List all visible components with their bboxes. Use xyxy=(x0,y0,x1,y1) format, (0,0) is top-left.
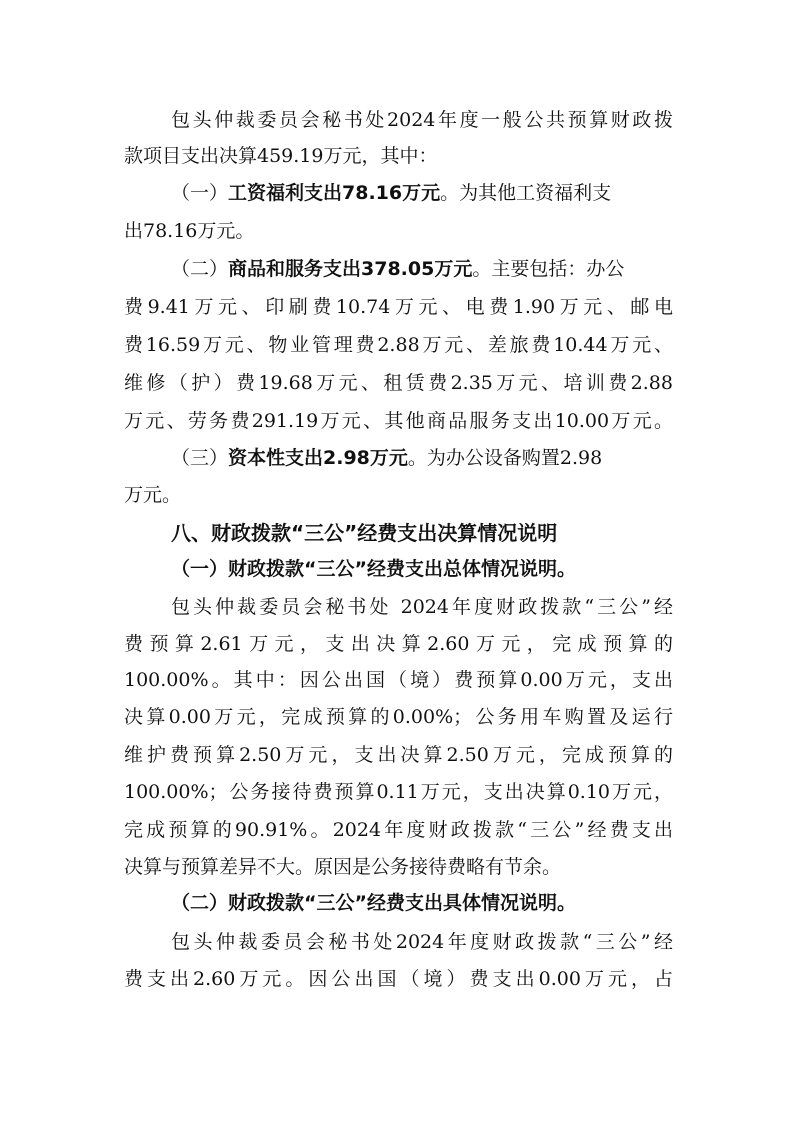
paragraph-line: 完成预算的90.91%。2024年度财政拨款“三公”经费支出 xyxy=(124,819,673,841)
item-text: 。为其他工资福利支 xyxy=(440,182,612,204)
item-prefix: （一） xyxy=(171,182,229,204)
item-prefix: （三） xyxy=(171,447,229,469)
paragraph-line: 维护费预算2.50万元，支出决算2.50万元，完成预算的 xyxy=(124,744,673,766)
paragraph-line xyxy=(171,175,611,211)
paragraph-line: 100.00%。其中：因公出国（境）费预算0.00万元，支出 xyxy=(124,669,673,691)
paragraph-line: 维修（护）费19.68万元、租赁费2.35万元、培训费2.88 xyxy=(124,372,673,394)
paragraph-line: 决算与预算差异不大。原因是公务接待费略有节余。 xyxy=(124,856,562,878)
item-bold-text: 商品和服务支出378.05万元 xyxy=(228,258,473,280)
paragraph-line xyxy=(171,251,624,287)
item-bold-text: 资本性支出2.98万元 xyxy=(228,447,408,469)
paragraph-line: 包头仲裁委员会秘书处 2024年度财政拨款“三公”经 xyxy=(171,596,673,618)
paragraph-line: 费支出2.60万元。因公出国（境）费支出0.00万元，占 xyxy=(124,968,673,990)
paragraph-line: 万元。 xyxy=(124,484,182,506)
paragraph-line: 万元、劳务费291.19万元、其他商品服务支出10.00万元。 xyxy=(124,410,673,432)
paragraph-line: 款项目支出决算459.19万元，其中： xyxy=(124,145,438,167)
item-prefix: （二） xyxy=(171,258,229,280)
paragraph-line: 包头仲裁委员会秘书处2024年度财政拨款“三公”经 xyxy=(171,931,673,953)
subsection-heading: （二）财政拨款“三公”经费支出具体情况说明。 xyxy=(171,892,576,914)
section-heading: 八、财政拨款“三公”经费支出决算情况说明 xyxy=(171,521,558,545)
paragraph-line: 费9.41万元、印刷费10.74万元、电费1.90万元、邮电 xyxy=(124,296,673,318)
item-text: 。为办公设备购置2.98 xyxy=(407,447,603,469)
subsection-heading: （一）财政拨款“三公”经费支出总体情况说明。 xyxy=(171,558,576,580)
paragraph-line: 决算0.00万元，完成预算的0.00%；公务用车购置及运行 xyxy=(124,706,673,728)
paragraph-line: 费16.59万元、物业管理费2.88万元、差旅费10.44万元、 xyxy=(124,334,673,356)
paragraph-line: 出78.16万元。 xyxy=(124,220,255,242)
paragraph-line xyxy=(171,440,602,476)
item-text: 。主要包括：办公 xyxy=(472,258,625,280)
item-bold-text: 工资福利支出78.16万元 xyxy=(228,182,441,204)
paragraph-line: 费预算2.61万元，支出决算2.60万元，完成预算的 xyxy=(124,633,673,655)
paragraph-line: 包头仲裁委员会秘书处2024年度一般公共预算财政拨 xyxy=(171,109,673,131)
paragraph-line: 100.00%；公务接待费预算0.11万元，支出决算0.10万元， xyxy=(124,781,673,803)
